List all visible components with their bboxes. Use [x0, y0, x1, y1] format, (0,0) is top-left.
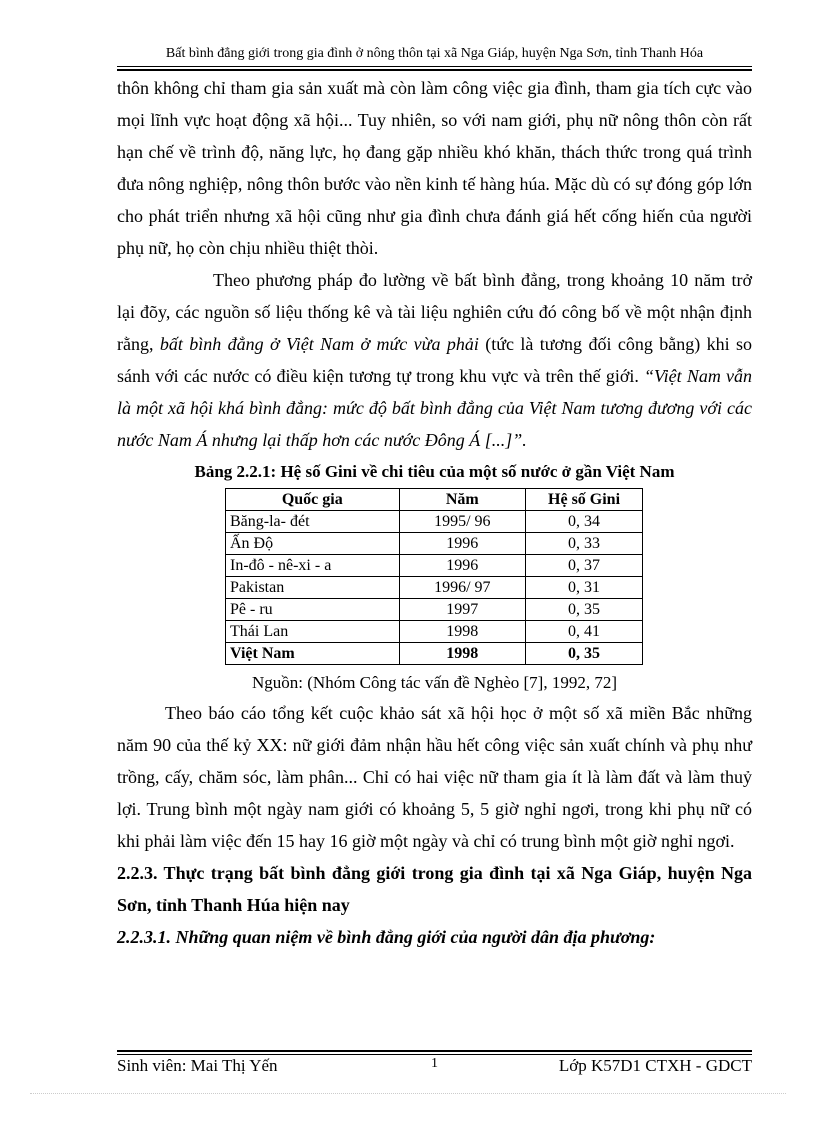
- table-title: Bảng 2.2.1: Hệ số Gini về chi tiêu của một số nước ở gần Việt Nam: [194, 462, 675, 481]
- paragraph-2-text-a: Theo phương pháp đo lường về bất bình đẳng, trong khoảng 10 năm trở lại đõy, các nguồn số liệu thống kê và tài liệu nghiên cứu đó công bố về một nhận định rằng,: [117, 270, 752, 354]
- header-rule-thin: [117, 66, 752, 67]
- paragraph-2: [117, 264, 752, 456]
- table-cell-country: Pê - ru: [226, 599, 400, 621]
- table-row: [226, 621, 643, 643]
- table-cell-year: 1996/ 97: [399, 577, 526, 599]
- table-header-country: Quốc gia: [226, 489, 400, 511]
- table-cell-gini: 0, 33: [526, 533, 643, 555]
- table-cell-country: Thái Lan: [226, 621, 400, 643]
- section-heading: 2.2.3. Thực trạng bất bình đẳng giới trong gia đình tại xã Nga Giáp, huyện Nga Sơn, tỉnh Thanh Húa hiện nay: [117, 863, 752, 915]
- table-cell-gini: 0, 41: [526, 621, 643, 643]
- table-source: Nguồn: (Nhóm Công tác vấn đề Nghèo [7], 1992, 72]: [252, 673, 617, 692]
- page-footer: [117, 1056, 752, 1076]
- table-cell-year: 1998: [399, 643, 526, 665]
- paragraph-1: thôn không chỉ tham gia sản xuất mà còn làm công việc gia đình, tham gia tích cực vào mọi lĩnh vực hoạt động xã hội... Tuy nhiên, so với nam giới, phụ nữ nông thôn còn rất hạn chế về trình độ, năng lực, họ đang gặp nhiều khó khăn, thách thức trong quá trình đưa nông nghiệp, nông thôn bước vào nền kinh tế hàng húa. Mặc dù có sự đóng góp lớn cho phát triển nhưng xã hội cũng như gia đình chưa đánh giá hết cống hiến của người phụ nữ, họ còn chịu nhiều thiệt thòi.: [117, 78, 752, 258]
- table-cell-country: In-đô - nê-xi - a: [226, 555, 400, 577]
- footer-rule-thin: [117, 1054, 752, 1055]
- table-header-row: [226, 489, 643, 511]
- table-header-gini: Hệ số Gini: [526, 489, 643, 511]
- footer-rule-thick: [117, 1050, 752, 1052]
- table-cell-country: Pakistan: [226, 577, 400, 599]
- table-row: [226, 555, 643, 577]
- document-body: [117, 72, 752, 953]
- paragraph-2-quote: “Việt Nam vẫn là một xã hội khá bình đẳng: mức độ bất bình đẳng của Việt Nam tương đương với các nước Nam Á nhưng lại thấp hơn các nước Đông Á [...]”.: [117, 366, 752, 450]
- table-row: [226, 577, 643, 599]
- subsection-heading: 2.2.3.1. Những quan niệm về bình đẳng giới của người dân địa phương:: [117, 927, 656, 947]
- footer-class: Lớp K57D1 CTXH - GDCT: [558, 1056, 752, 1075]
- table-cell-year: 1997: [399, 599, 526, 621]
- paragraph-3: Theo báo cáo tổng kết cuộc khảo sát xã hội học ở một số xã miền Bắc những năm 90 của thế kỷ XX: nữ giới đảm nhận hầu hết công việc sản xuất chính và phụ như trồng, cấy, chăm sóc, làm phân... Chỉ có hai việc nữ tham gia ít là làm đất và làm thuỷ lợi. Trung bình một ngày nam giới có khoảng 5, 5 giờ nghỉ ngơi, trong khi phụ nữ có khi phải làm việc đến 15 hay 16 giờ một ngày và chỉ có trung bình một giờ nghỉ ngơi.: [117, 703, 752, 851]
- page-header: Bất bình đẳng giới trong gia đình ở nông thôn tại xã Nga Giáp, huyện Nga Sơn, tỉnh Thanh Hóa: [165, 46, 704, 61]
- table-cell-year: 1998: [399, 621, 526, 643]
- table-cell-gini: 0, 35: [526, 599, 643, 621]
- paragraph-2-text-b: (tức là tương đối công bằng) khi so sánh với các nước có điều kiện tương tự trong khu vực và trên thế giới.: [117, 334, 752, 386]
- table-row: [226, 599, 643, 621]
- table-row: [226, 533, 643, 555]
- table-cell-gini: 0, 34: [526, 511, 643, 533]
- page-bottom-divider: [30, 1093, 786, 1094]
- table-cell-country: Băng-la- đét: [226, 511, 400, 533]
- table-cell-gini: 0, 35: [526, 643, 643, 665]
- table-cell-year: 1996: [399, 555, 526, 577]
- table-cell-gini: 0, 37: [526, 555, 643, 577]
- footer-student: Sinh viên: Mai Thị Yến: [117, 1056, 278, 1075]
- table-row-highlight: [226, 643, 643, 665]
- table-cell-country: Việt Nam: [226, 643, 400, 665]
- gini-table: [225, 488, 643, 665]
- table-cell-year: 1995/ 96: [399, 511, 526, 533]
- table-cell-gini: 0, 31: [526, 577, 643, 599]
- table-cell-year: 1996: [399, 533, 526, 555]
- table-row: [226, 511, 643, 533]
- header-rule-thick: [117, 69, 752, 71]
- paragraph-2-emphasis: bất bình đẳng ở Việt Nam ở mức vừa phải: [159, 334, 479, 354]
- page-number: 1: [431, 1056, 438, 1071]
- table-header-year: Năm: [399, 489, 526, 511]
- table-cell-country: Ấn Độ: [226, 533, 400, 555]
